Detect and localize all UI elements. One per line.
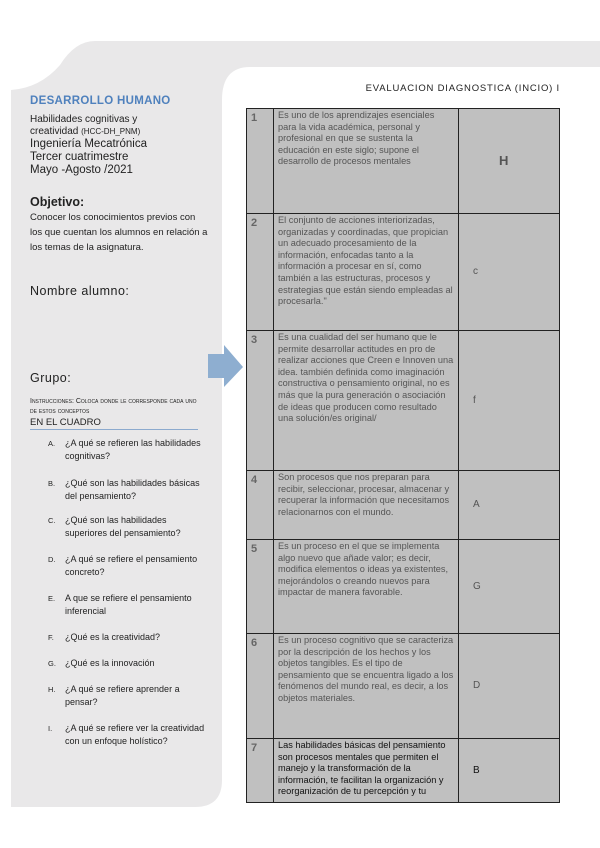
row-number: 1 — [247, 109, 274, 214]
group-label: Grupo: — [30, 371, 72, 385]
instructions — [30, 397, 205, 429]
course-name-2: creatividad — [30, 126, 79, 137]
question-item — [48, 657, 208, 670]
row-description: Son procesos que nos preparan para recibir, seleccionar, procesar, almacenar y recuperar la información que necesitamos relacionarnos con el mundo. — [274, 471, 459, 540]
row-number: 2 — [247, 214, 274, 331]
table-row — [247, 739, 560, 803]
row-number: 7 — [247, 739, 274, 803]
question-item — [48, 722, 208, 748]
question-text: ¿A qué se refieren las habilidades cognitivas? — [65, 438, 201, 461]
course-info — [30, 114, 147, 177]
objective-text: Conocer los conocimientos previos con los que cuentan los alumnos en relación a los temas de la asignatura. — [30, 212, 208, 253]
row-number: 3 — [247, 331, 274, 471]
term: Tercer cuatrimestre — [30, 151, 129, 163]
question-item — [48, 553, 208, 579]
row-answer[interactable]: H — [459, 109, 560, 214]
row-description: El conjunto de acciones interiorizadas, organizadas y coordinadas, que propician un adecuado procesamiento de la información, enfocadas tanto a la información a procesar en sí, como también a las estructuras, procesos y estrategias que están siendo empleadas al procesarla." — [274, 214, 459, 331]
question-text: A que se refiere el pensamiento inferencial — [65, 593, 192, 616]
question-item — [48, 477, 208, 503]
row-number: 6 — [247, 634, 274, 739]
career: Ingeniería Mecatrónica — [30, 138, 147, 150]
question-text: ¿Qué son las habilidades superiores del pensamiento? — [65, 515, 181, 538]
table-row — [247, 331, 560, 471]
row-description: Es un proceso cognitivo que se caracteriza por la descripción de los hechos y los objetos tangibles. Es el tipo de pensamiento que se encuentra ligado a los fenómenos del mundo real, es decir, a los objetos materiales. — [274, 634, 459, 739]
answer-table — [246, 108, 560, 803]
subject-title: DESARROLLO HUMANO — [30, 95, 171, 107]
page-title: EVALUACION DIAGNOSTICA (INCIO) I — [365, 83, 560, 94]
question-text: ¿Qué es la creatividad? — [65, 632, 161, 642]
question-letter: H. — [48, 685, 56, 694]
question-text: ¿A qué se refiere el pensamiento concreto? — [65, 554, 198, 577]
question-letter: C. — [48, 516, 56, 525]
question-text: ¿Qué son las habilidades básicas del pensamiento? — [65, 478, 200, 501]
row-answer[interactable]: A — [459, 471, 560, 540]
question-item — [48, 683, 208, 709]
question-item — [48, 592, 208, 618]
question-text: ¿A qué se refiere aprender a pensar? — [65, 684, 180, 707]
row-description: Las habilidades básicas del pensamiento son procesos mentales que permiten el manejo y la transformación de la información, te facilitan la organización y reorganización de tu percepción y tu — [274, 739, 459, 803]
instructions-text: Instrucciones: Coloca donde le corresponde cada uno de estos conceptos — [30, 398, 197, 415]
question-letter: G. — [48, 659, 56, 668]
row-description: Es uno de los aprendizajes esenciales para la vida académica, personal y profesional en que se sustenta la educación en este siglo; supone el desarrollo de procesos mentales — [274, 109, 459, 214]
row-description: Es un proceso en el que se implementa algo nuevo que añade valor; es decir, modifica elementos o ideas ya existentes, mejorándolos o creando nuevos para impactar de manera favorable. — [274, 540, 459, 634]
row-description: Es una cualidad del ser humano que le permite desarrollar actitudes en pro de realizar acciones que Creen e Innoven una idea. también definida como imaginación constructiva o pensamiento original, no es más que la pura generación o asociación de ideas que producen como resultado una solución/es original/ — [274, 331, 459, 471]
question-text: ¿A qué se refiere ver la creatividad con un enfoque holístico? — [65, 723, 205, 746]
row-answer[interactable]: D — [459, 634, 560, 739]
question-letter: D. — [48, 555, 56, 564]
course-name: Habilidades cognitivas y — [30, 114, 138, 125]
question-letter: B. — [48, 479, 56, 488]
student-name-label: Nombre alumno: — [30, 284, 130, 298]
question-letter: E. — [48, 594, 56, 603]
row-answer[interactable]: f — [459, 331, 560, 471]
table-row — [247, 540, 560, 634]
period: Mayo -Agosto /2021 — [30, 164, 133, 176]
row-number: 4 — [247, 471, 274, 540]
row-number: 5 — [247, 540, 274, 634]
question-letter: F. — [48, 633, 54, 642]
question-item — [48, 631, 208, 644]
row-answer[interactable]: G — [459, 540, 560, 634]
question-item — [48, 437, 208, 463]
table-row — [247, 214, 560, 331]
row-answer[interactable]: c — [459, 214, 560, 331]
objective-title: Objetivo: — [30, 195, 85, 209]
question-letter: A. — [48, 439, 56, 448]
instructions-tail: EN EL CUADRO — [30, 417, 101, 428]
question-letter: I. — [48, 724, 53, 733]
course-code: (HCC-DH_PNM) — [81, 127, 141, 136]
table-row — [247, 634, 560, 739]
question-item — [48, 514, 208, 540]
table-row — [247, 109, 560, 214]
divider — [30, 429, 198, 430]
question-text: ¿Qué es la innovación — [65, 658, 155, 668]
table-row — [247, 471, 560, 540]
row-answer[interactable]: B — [459, 739, 560, 803]
